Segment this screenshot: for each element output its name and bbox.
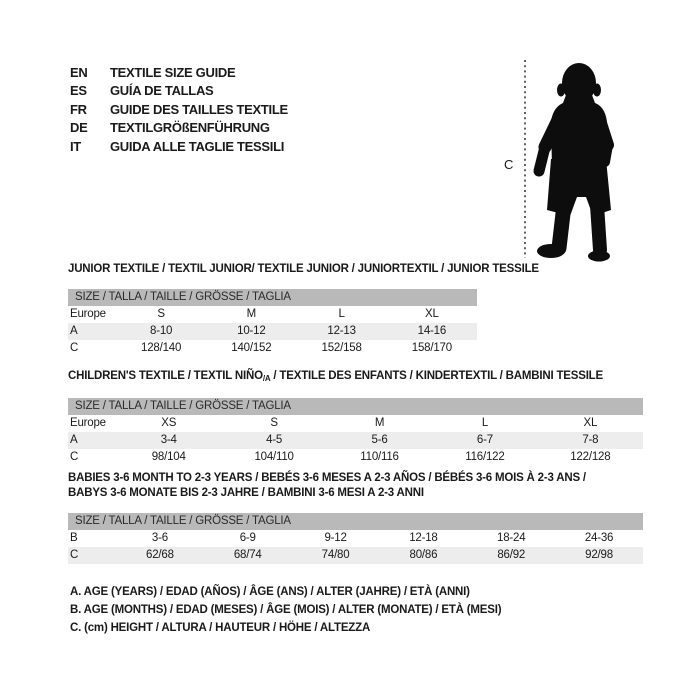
lang-code: IT	[70, 138, 81, 154]
row-label: C	[70, 549, 79, 561]
table-cell: 3-6	[151, 532, 168, 544]
table-row	[68, 449, 643, 466]
lang-row-es	[70, 82, 288, 100]
lang-code: EN	[70, 65, 88, 80]
table-cell: 14-16	[417, 325, 447, 337]
table-cell: XL	[583, 417, 598, 429]
babies-textile-section	[68, 471, 643, 564]
title-prefix: CHILDREN'S TEXTILE / TEXTIL NIÑO	[68, 370, 263, 382]
legend-line-b: B. AGE (MONTHS) / EDAD (MESES) / ÂGE (MOIS) / ALTER (MONATE) / ETÀ (MESI)	[70, 604, 502, 616]
title-subscript: /A	[262, 374, 271, 383]
table-cell: 5-6	[371, 434, 388, 446]
table-cell: S	[157, 308, 165, 320]
lang-label: GUÍA DE TALLAS	[110, 83, 214, 99]
table-cell: M	[374, 417, 385, 429]
table-header: SIZE / TALLA / TAILLE / GRÖSSE / TAGLIA	[68, 289, 477, 306]
table-cell: 80/86	[409, 549, 438, 561]
table-row	[68, 306, 477, 323]
table-row	[68, 415, 643, 432]
table-row	[68, 323, 477, 340]
lang-row-de	[70, 119, 288, 137]
table-cell: 7-8	[582, 434, 599, 446]
table-cell: 6-9	[239, 532, 256, 544]
junior-size-table	[68, 289, 477, 357]
lang-label: GUIDA ALLE TAGLIE TESSILI	[110, 138, 285, 154]
table-cell: 152/158	[321, 342, 362, 354]
row-label: A	[70, 325, 78, 337]
row-label: C	[70, 451, 79, 463]
legend-line-c: C. (cm) HEIGHT / ALTURA / HAUTEUR / HÖHE / ALTEZZA	[70, 622, 371, 634]
babies-section-title-line1: BABIES 3-6 MONTH TO 2-3 YEARS / BEBÉS 3-6 MESES A 2-3 AÑOS / BÉBÉS 3-6 MOIS À 2-3 ANS /	[68, 472, 586, 484]
lang-row-en	[70, 64, 288, 82]
table-cell: XS	[161, 417, 177, 429]
height-marker-label: C	[504, 157, 514, 172]
toddler-silhouette	[537, 63, 611, 262]
table-cell: 110/116	[360, 451, 399, 463]
row-label: B	[70, 532, 78, 544]
lang-code: FR	[70, 101, 87, 117]
table-cell: 74/80	[321, 549, 350, 561]
row-label: Europe	[70, 308, 106, 320]
table-header: SIZE / TALLA / TAILLE / GRÖSSE / TAGLIA	[68, 513, 643, 530]
table-cell: 9-12	[324, 532, 347, 544]
table-cell: 116/122	[465, 451, 505, 463]
lang-code: DE	[70, 120, 88, 136]
childrens-size-table	[68, 398, 643, 466]
row-label: C	[70, 342, 79, 354]
lang-label: TEXTILE SIZE GUIDE	[110, 65, 236, 80]
table-cell: L	[338, 308, 345, 320]
table-cell: 6-7	[476, 434, 493, 446]
legend-block	[70, 583, 501, 637]
figure-block	[495, 45, 660, 270]
row-label: A	[70, 434, 78, 446]
table-cell: 8-10	[150, 325, 173, 337]
legend-line-a: A. AGE (YEARS) / EDAD (AÑOS) / ÂGE (ANS) / ALTER (JAHRE) / ETÀ (ANNI)	[70, 586, 470, 598]
table-cell: 128/140	[141, 342, 182, 354]
table-cell: 12-13	[327, 325, 356, 337]
junior-section-title: JUNIOR TEXTILE / TEXTIL JUNIOR/ TEXTILE JUNIOR / JUNIORTEXTIL / JUNIOR TESSILE	[68, 263, 539, 275]
table-row	[68, 340, 477, 357]
table-cell: 98/104	[151, 451, 186, 463]
table-cell: 3-4	[160, 434, 177, 446]
row-label: Europe	[70, 417, 106, 429]
table-cell: 18-24	[497, 532, 526, 544]
childrens-textile-section	[68, 369, 643, 466]
table-cell: 4-5	[266, 434, 283, 446]
table-row	[68, 530, 643, 547]
junior-textile-section	[68, 262, 539, 357]
toddler-silhouette-graphic	[495, 45, 660, 270]
table-cell: 104/110	[254, 451, 294, 463]
table-row	[68, 547, 643, 564]
lang-label: TEXTILGRÖßENFÜHRUNG	[110, 120, 270, 136]
lang-row-fr	[70, 101, 288, 119]
table-cell: 10-12	[237, 325, 266, 337]
table-cell: M	[246, 308, 257, 320]
table-cell: 24-36	[584, 532, 614, 544]
lang-code: ES	[70, 83, 87, 99]
table-cell: 140/152	[231, 342, 272, 354]
babies-section-title-line2: BABYS 3-6 MONATE BIS 2-3 JAHRE / BAMBINI 3-6 MESI A 2-3 ANNI	[68, 487, 424, 499]
table-cell: 68/74	[233, 549, 262, 561]
table-cell: 158/170	[411, 342, 452, 354]
table-cell: 62/68	[146, 549, 174, 561]
lang-label: GUIDE DES TAILLES TEXTILE	[110, 101, 288, 117]
title-suffix: / TEXTILE DES ENFANTS / KINDERTEXTIL / BAMBINI TESSILE	[270, 370, 603, 382]
table-cell: 92/98	[585, 549, 613, 561]
babies-size-table	[68, 513, 643, 564]
lang-row-it	[70, 138, 288, 156]
language-guide-block	[70, 64, 288, 156]
table-cell: S	[270, 417, 278, 429]
table-cell: L	[481, 417, 489, 429]
table-header: SIZE / TALLA / TAILLE / GRÖSSE / TAGLIA	[68, 398, 643, 415]
table-cell: 86/92	[497, 549, 526, 561]
table-cell: XL	[425, 308, 439, 320]
table-row	[68, 432, 643, 449]
table-cell: 12-18	[409, 532, 438, 544]
table-cell: 122/128	[570, 451, 611, 463]
childrens-section-title	[68, 369, 643, 386]
